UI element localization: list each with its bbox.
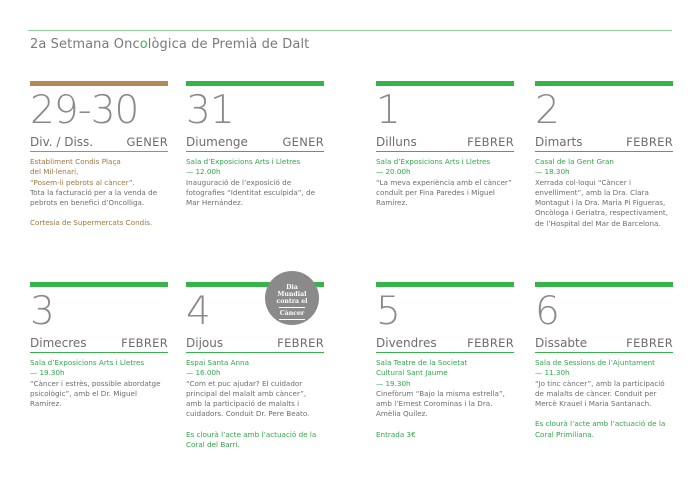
weekday-label: Dimarts <box>535 135 583 149</box>
card-top-bar <box>30 81 168 86</box>
month-label: FEBRER <box>467 135 514 149</box>
day-row <box>376 336 514 353</box>
day-row <box>535 135 673 152</box>
weekday-label: Dijous <box>186 336 224 350</box>
day-number: 6 <box>535 289 559 334</box>
card-top-bar <box>376 282 514 287</box>
event-description: “La meva experiència amb el càncer” conduït per Fina Paredes i Miguel Ramírez. <box>376 177 512 208</box>
weekday-label: Dissabte <box>535 336 588 350</box>
day-number: 3 <box>30 289 54 334</box>
event-venue-line: — 16.00h <box>186 368 221 378</box>
event-details <box>186 358 324 450</box>
event-venue-line: Sala de Sessions de l’Ajuntament <box>535 358 655 367</box>
event-venue-line: — 20.00h <box>376 167 411 177</box>
weekday-label: Div. / Diss. <box>30 135 94 149</box>
event-note: Es clourà l’acte amb l’actuació de la Coral del Barri. <box>186 429 317 450</box>
day-row <box>30 135 168 152</box>
event-venue-line: — 11.30h <box>535 368 570 378</box>
ribbon-o-letter: o <box>139 37 148 52</box>
day-card <box>186 81 324 208</box>
day-number: 5 <box>376 289 400 334</box>
event-venue-line: Espai Santa Anna <box>186 358 249 367</box>
event-description: Cinefòrum “Bajo la misma estrella”, amb l’Ernest Corominas i la Dra. Amèlia Quílez. <box>376 388 505 419</box>
event-venue-line: Sala d’Exposicions Arts i Lletres <box>186 157 301 166</box>
world-cancer-day-badge: Dia Mundial contra el Càncer <box>265 271 319 325</box>
event-venue-line: — 12.00h <box>186 167 221 177</box>
event-details <box>535 358 673 440</box>
month-label: GENER <box>126 135 168 149</box>
day-number: 1 <box>376 88 400 133</box>
event-note: Es clourà l’acte amb l’actuació de la Coral Primiliana. <box>535 419 666 439</box>
event-details <box>376 157 514 208</box>
event-details <box>30 358 168 409</box>
day-number: 2 <box>535 88 559 133</box>
month-label: FEBRER <box>121 336 168 350</box>
card-top-bar <box>535 282 673 287</box>
card-top-bar <box>30 282 168 287</box>
card-top-bar <box>186 81 324 86</box>
day-card <box>535 81 673 229</box>
event-venue-line: Establiment Condis Plaça <box>30 157 121 166</box>
event-note: Entrada 3€ <box>376 429 416 439</box>
day-card <box>376 282 514 440</box>
month-label: GENER <box>282 135 324 149</box>
month-label: FEBRER <box>277 336 324 350</box>
event-description: “Càncer i estrès, possible abordatge psicològic”, amb el Dr. Miguel Ramírez. <box>30 378 161 409</box>
event-description: “Jo tinc càncer”, amb la participació de malalts de càncer. Conduit per Mercè Krauel i Maria Santanach. <box>535 378 665 409</box>
weekday-label: Dimecres <box>30 336 87 350</box>
event-venue-line: Casal de la Gent Gran <box>535 157 614 166</box>
month-label: FEBRER <box>467 336 514 350</box>
weekday-label: Dilluns <box>376 135 417 149</box>
event-venue-line: — 18.30h <box>535 167 570 177</box>
event-details <box>30 157 168 229</box>
card-top-bar <box>535 81 673 86</box>
event-description: Xerrada col·loqui “Càncer i envelliment”, amb la Dra. Clara Montagut i la Dra. Maria Pi Figueras, Oncòloga i Geriatra, respectivament, de l’Hospital del Mar de Barcelona. <box>535 177 669 228</box>
day-card <box>30 282 168 409</box>
event-venue-line: Sala d’Exposicions Arts i Lletres <box>30 358 145 367</box>
page-title: 2a Setmana Oncològica de Premià de Dalt <box>30 37 310 52</box>
event-venue-line: — 19.30h <box>30 368 65 378</box>
card-top-bar <box>376 81 514 86</box>
event-details <box>535 157 673 229</box>
day-number: 4 <box>186 289 210 334</box>
event-venue-line: Sala d’Exposicions Arts i Lletres <box>376 157 491 166</box>
day-row <box>30 336 168 353</box>
weekday-label: Diumenge <box>186 135 248 149</box>
day-row <box>186 135 324 152</box>
event-description: Tota la facturació per a la venda de pebrots en benefici d’Oncolliga. <box>30 187 158 208</box>
event-note: Cortesia de Supermercats Condis. <box>30 218 153 228</box>
event-venue-line: del Mil·lenari, <box>30 167 79 177</box>
day-card <box>535 282 673 440</box>
event-details <box>186 157 324 208</box>
day-number: 29-30 <box>30 88 139 133</box>
day-card <box>30 81 168 229</box>
event-venue-line: Cultural Sant Jaume <box>376 368 448 378</box>
day-row <box>186 336 324 353</box>
event-details <box>376 358 514 440</box>
day-card <box>376 81 514 208</box>
event-venue-line: — 19.30h <box>376 378 411 388</box>
event-venue-line: “Posem-li pebrots al càncer”. <box>30 177 135 187</box>
event-venue-line: Sala Teatre de la Societat <box>376 358 468 367</box>
event-description: Inauguració de l’exposició de fotografies “Identitat esculpida”, de Mar Hernández. <box>186 177 316 208</box>
title-rule <box>28 30 672 31</box>
event-description: “Com et puc ajudar? El cuidador principal del malalt amb càncer”, amb la participació de malalts i cuidadors. Conduit Dr. Pere Beato. <box>186 378 310 419</box>
weekday-label: Divendres <box>376 336 437 350</box>
day-number: 31 <box>186 88 234 133</box>
day-row <box>535 336 673 353</box>
month-label: FEBRER <box>626 336 673 350</box>
day-row <box>376 135 514 152</box>
month-label: FEBRER <box>626 135 673 149</box>
